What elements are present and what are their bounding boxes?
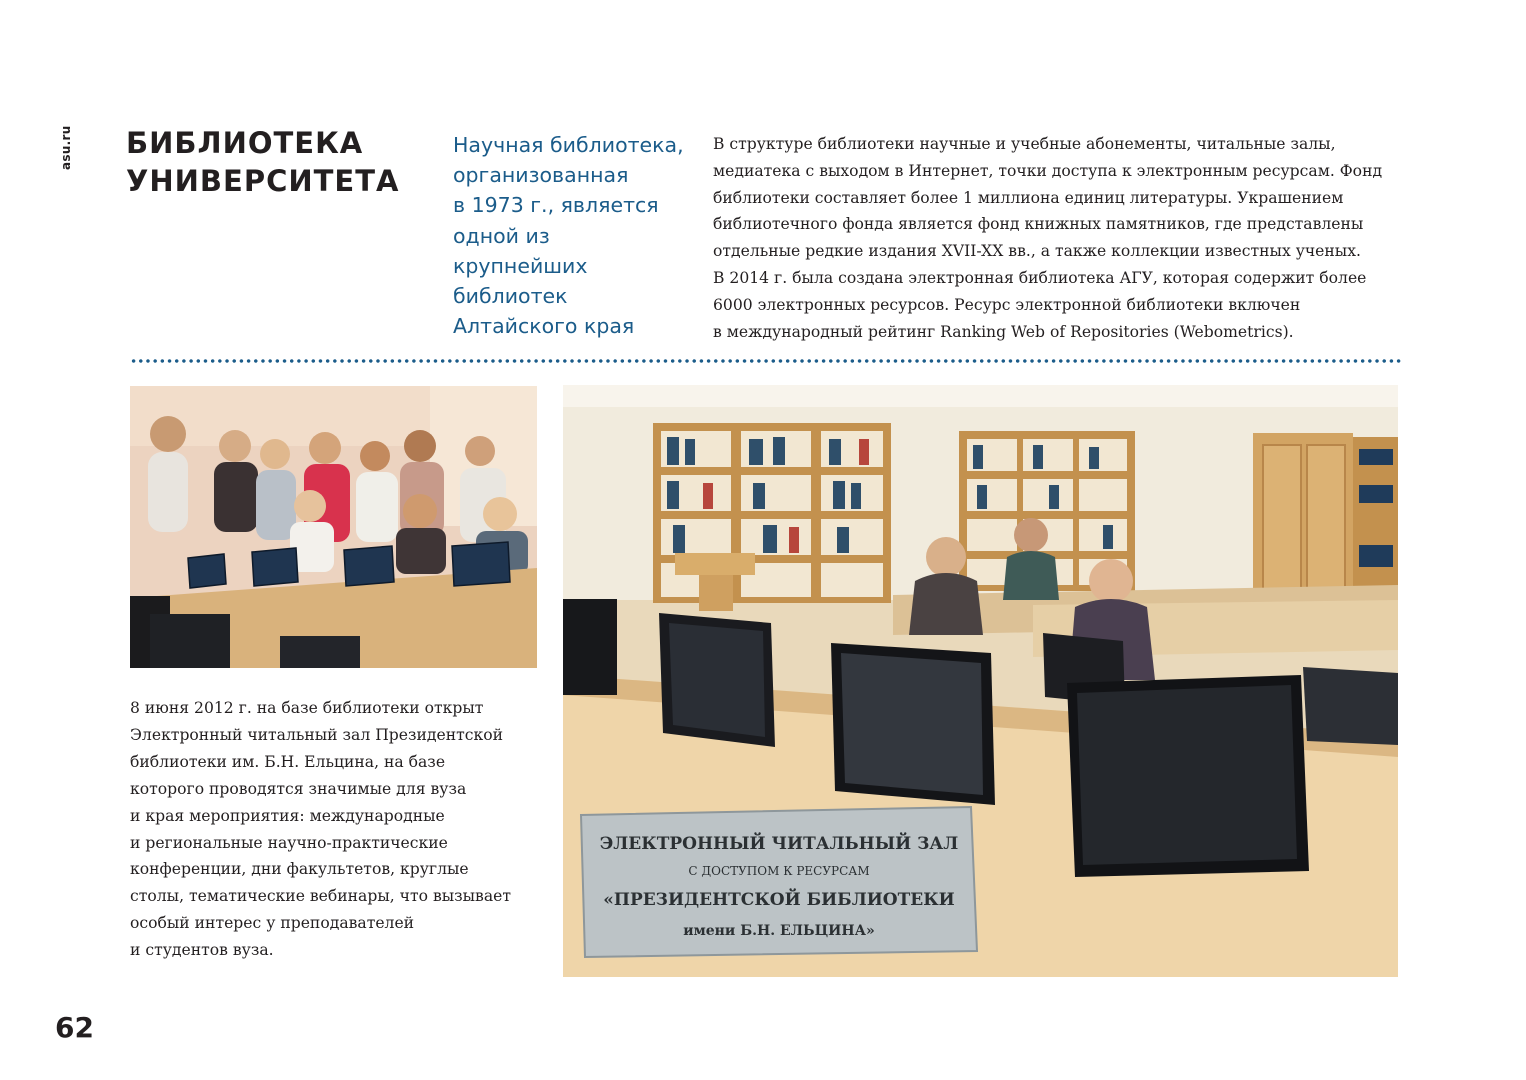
dotted-divider bbox=[130, 358, 1404, 364]
page-number: 62 bbox=[55, 1011, 94, 1044]
intro-line: библиотечного фонда является фонд книжных памятников, где представлены bbox=[713, 215, 1364, 234]
intro-line: отдельные редкие издания XVII-XX вв., а также коллекции известных ученых. bbox=[713, 242, 1361, 261]
lead-paragraph bbox=[453, 130, 703, 341]
caption-line: столы, тематические вебинары, что вызывает bbox=[130, 887, 511, 906]
site-label bbox=[59, 126, 89, 170]
intro-line: библиотеки составляет более 1 миллиона единиц литературы. Украшением bbox=[713, 188, 1344, 207]
caption-line: и студентов вуза. bbox=[130, 941, 274, 960]
lead-line: Научная библиотека, bbox=[453, 133, 684, 157]
reading-room-sign bbox=[581, 807, 977, 957]
caption-line: 8 июня 2012 г. на базе библиотеки открыт bbox=[130, 699, 484, 717]
sign-line-4: имени Б.Н. ЕЛЬЦИНА» bbox=[683, 923, 875, 939]
sign-line-3: «ПРЕЗИДЕНТСКОЙ БИБЛИОТЕКИ bbox=[603, 890, 955, 910]
lead-line: Алтайского края bbox=[453, 314, 635, 339]
site-label-text: asu.ru bbox=[59, 125, 73, 170]
intro-line: В структуре библиотеки научные и учебные абонементы, читальные залы, bbox=[713, 135, 1336, 153]
sign-line-1: ЭЛЕКТРОННЫЙ ЧИТАЛЬНЫЙ ЗАЛ bbox=[599, 834, 959, 854]
caption-line: Электронный читальный зал Президентской bbox=[130, 725, 504, 744]
workshop-photo-illustration bbox=[130, 386, 537, 668]
intro-line: 6000 электронных ресурсов. Ресурс электронной библиотеки включен bbox=[713, 295, 1301, 314]
reading-room-illustration bbox=[563, 385, 1398, 977]
caption-line: и региональные научно-практические bbox=[130, 833, 448, 852]
lead-line: крупнейших bbox=[453, 253, 588, 278]
sign-line-2: С ДОСТУПОМ К РЕСУРСАМ bbox=[688, 864, 870, 878]
intro-line: В 2014 г. была создана электронная библиотека АГУ, которая содержит более bbox=[713, 268, 1367, 287]
intro-line: в международный рейтинг Ranking Web of Repositories (Webometrics). bbox=[713, 322, 1294, 341]
lead-line: одной из bbox=[453, 223, 550, 248]
caption-line: конференции, дни факультетов, круглые bbox=[130, 860, 469, 879]
caption-paragraph bbox=[130, 695, 550, 964]
intro-paragraph bbox=[713, 131, 1413, 345]
title-line-2: УНИВЕРСИТЕТА bbox=[126, 164, 400, 198]
title-line-1: БИБЛИОТЕКА bbox=[126, 126, 364, 160]
lead-line: в 1973 г., является bbox=[453, 193, 659, 218]
lead-line: организованная bbox=[453, 163, 629, 188]
lead-line: библиотек bbox=[453, 284, 568, 309]
reading-room-photo bbox=[563, 385, 1398, 977]
page-title bbox=[126, 124, 436, 200]
caption-line: библиотеки им. Б.Н. Ельцина, на базе bbox=[130, 752, 446, 771]
workshop-photo bbox=[130, 386, 537, 668]
intro-line: медиатека с выходом в Интернет, точки доступа к электронным ресурсам. Фонд bbox=[713, 161, 1383, 180]
caption-line: особый интерес у преподавателей bbox=[130, 914, 415, 933]
caption-line: которого проводятся значимые для вуза bbox=[130, 779, 467, 798]
bookcase-left bbox=[653, 423, 891, 603]
caption-line: и края мероприятия: международные bbox=[130, 806, 445, 825]
